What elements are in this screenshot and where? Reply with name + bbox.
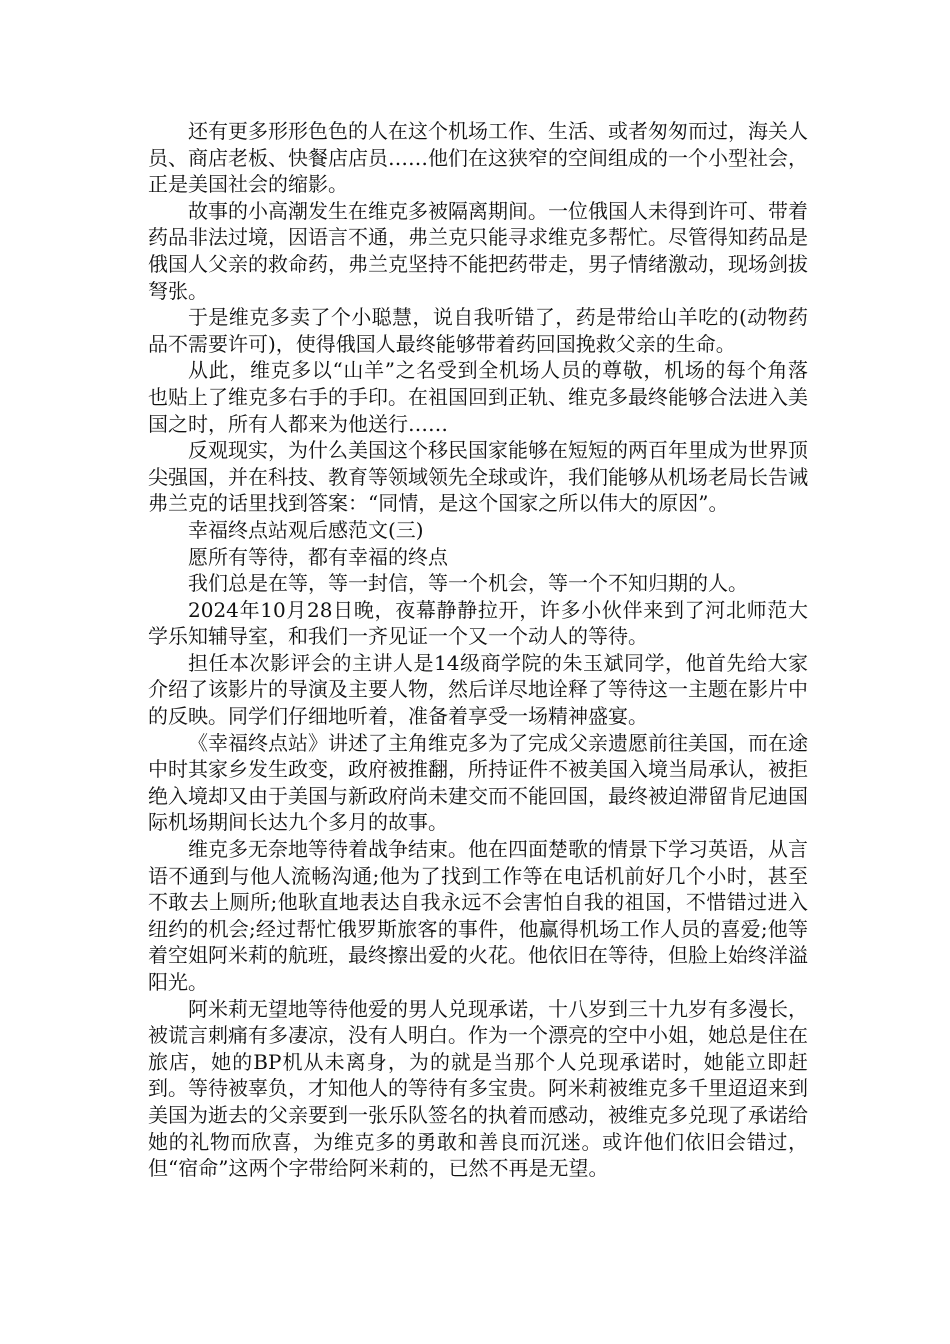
paragraph-respect: 从此，维克多以“山羊”之名受到全机场人员的尊敬，机场的每个角落也贴上了维克多右手的手印。在祖国回到正轨、维克多最终能够合法进入美国之时，所有人都来为他送行……: [148, 358, 808, 436]
paragraph-viktor-waiting: 维克多无奈地等待着战争结束。他在四面楚歌的情景下学习英语，从言语不通到与他人流畅沟通;他为了找到工作等在电话机前好几个小时，甚至不敢去上厕所;他耿直地表达自我永远不会害怕自我的祖国，不惜错过进入纽约的机会;经过帮忙俄罗斯旅客的事件，他赢得机场工作人员的喜爱;他等着空姐阿米莉的航班，最终擦出爱的火花。他依旧在等待，但脸上始终洋溢阳光。: [148, 837, 808, 994]
section-heading: 幸福终点站观后感范文(三): [188, 517, 424, 542]
section-subtitle: 愿所有等待，都有幸福的终点: [188, 544, 448, 569]
paragraph-goat-trick: 于是维克多卖了个小聪慧，说自我听错了，药是带给山羊吃的(动物药品不需要许可)，使得俄国人最终能够带着药回国挽救父亲的生命。: [148, 305, 808, 356]
paragraph-speaker: 担任本次影评会的主讲人是14级商学院的朱玉斌同学，他首先给大家介绍了该影片的导演及主要人物，然后详尽地诠释了等待这一主题在影片中的反映。同学们仔细地听着，准备着享受一场精神盛宴。: [148, 650, 808, 729]
paragraph-plot: 《幸福终点站》讲述了主角维克多为了完成父亲遗愿前往美国，而在途中时其家乡发生政变，政府被推翻，所持证件不被美国入境当局承认，被拒绝入境却又由于美国与新政府尚未建交而不能回国，最终被迫滞留肯尼迪国际机场期间长达九个多月的故事。: [148, 730, 808, 835]
paragraph-event-date: 2024年10月28日晚，夜幕静静拉开，许多小伙伴来到了河北师范大学乐知辅导室，和我们一齐见证一个又一个动人的等待。: [148, 597, 808, 649]
paragraph-airport-society: 还有更多形形色色的人在这个机场工作、生活、或者匆匆而过，海关人员、商店老板、快餐店店员……他们在这狭窄的空间组成的一个小型社会，正是美国社会的缩影。: [148, 119, 808, 197]
paragraph-reflection: 反观现实，为什么美国这个移民国家能够在短短的两百年里成为世界顶尖强国，并在科技、教育等领域领先全球或许，我们能够从机场老局长告诫弗兰克的话里找到答案：“同情，是这个国家之所以伟大的原因”。: [148, 438, 808, 516]
paragraph-amelia: 阿米莉无望地等待他爱的男人兑现承诺，十八岁到三十九岁有多漫长，被谎言刺痛有多凄凉，没有人明白。作为一个漂亮的空中小姐，她总是住在旅店，她的BP机从未离身，为的就是当那个人兑现承诺时，她能立即赶到。等待被辜负，才知他人的等待有多宝贵。阿米莉被维克多千里迢迢来到美国为逝去的父亲要到一张乐队签名的执着而感动，被维克多兑现了承诺给她的礼物而欣喜，为维克多的勇敢和善良而沉迷。或许他们依旧会错过，但“宿命”这两个字带给阿米莉的，已然不再是无望。: [148, 996, 808, 1181]
paragraph-waiting: 我们总是在等，等一封信，等一个机会，等一个不知归期的人。: [188, 571, 748, 596]
paragraph-climax: 故事的小高潮发生在维克多被隔离期间。一位俄国人未得到许可、带着药品非法过境，因语言不通，弗兰克只能寻求维克多帮忙。尽管得知药品是俄国人父亲的救命药，弗兰克坚持不能把药带走，男子情绪激动，现场剑拔弩张。: [148, 198, 808, 303]
document-body: [148, 118, 808, 1182]
